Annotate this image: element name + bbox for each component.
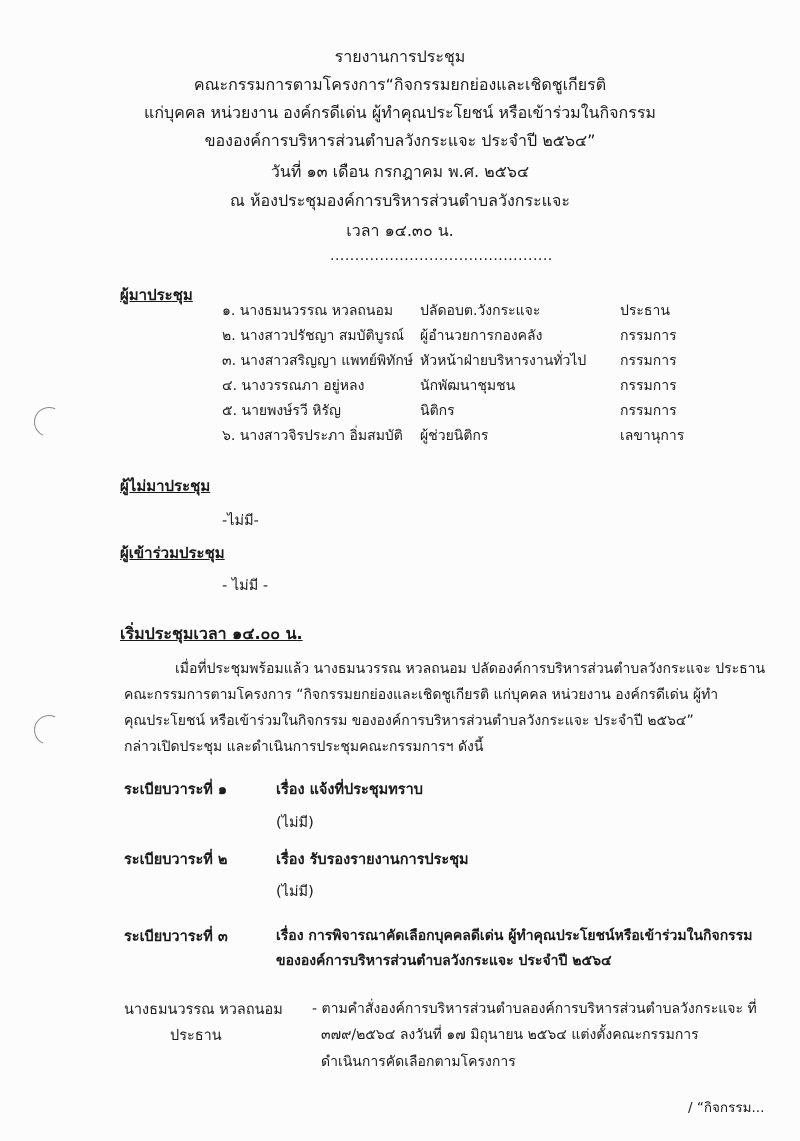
project-title-line: ขององค์การบริหารส่วนตำบลวังกระแจะ ประจำปี ๒๕๖๔” bbox=[204, 131, 596, 150]
punch-hole bbox=[30, 711, 68, 749]
punch-hole bbox=[30, 403, 68, 441]
attendees-heading: ผู้มาประชุม bbox=[120, 286, 193, 304]
guests-value: - ไม่มี - bbox=[222, 578, 269, 594]
attendee-position: นักพัฒนาชุมชน bbox=[420, 378, 516, 394]
attendee-position: ผู้ช่วยนิติกร bbox=[420, 428, 489, 444]
agenda-note: (ไม่มี) bbox=[276, 884, 314, 900]
attendee-name: ๖. นางสาวจิรประภา อิ่มสมบัติ bbox=[222, 428, 403, 444]
attendee-role: กรรมการ bbox=[620, 403, 677, 419]
attendee-name: ๔. นางวรรณภา อยู่หลง bbox=[222, 378, 365, 394]
project-title-line: แก่บุคคล หน่วยงาน องค์กรดีเด่น ผู้ทำคุณประโยชน์ หรือเข้าร่วมในกิจกรรม bbox=[144, 103, 656, 122]
page-continuation: / “กิจกรรม... bbox=[688, 1100, 765, 1116]
agenda-topic-continued: ขององค์การบริหารส่วนตำบลวังกระแจะ ประจำปี ๒๕๖๔ bbox=[276, 953, 612, 969]
attendee-name: ๒. นางสาวปรัชญา สมบัติบูรณ์ bbox=[222, 328, 404, 344]
report-title: รายงานการประชุม bbox=[334, 47, 466, 66]
meeting-time: เวลา ๑๔.๓๐ น. bbox=[346, 221, 454, 240]
meeting-date: วันที่ ๑๓ เดือน กรกฎาคม พ.ศ. ๒๕๖๔ bbox=[270, 162, 530, 181]
attendee-name: ๕. นายพงษ์รวี หิรัญ bbox=[222, 403, 341, 419]
attendee-role: เลขานุการ bbox=[620, 428, 685, 444]
agenda-label: ระเบียบวาระที่ ๑ bbox=[124, 782, 228, 798]
attendee-position: หัวหน้าฝ่ายบริหารงานทั่วไป bbox=[420, 353, 587, 369]
agenda-topic: เรื่อง รับรองรายงานการประชุม bbox=[276, 852, 469, 868]
agenda-topic: เรื่อง การพิจารณาคัดเลือกบุคคลดีเด่น ผู้ทำคุณประโยชน์หรือเข้าร่วมในกิจกรรม bbox=[276, 928, 753, 944]
agenda-note: (ไม่มี) bbox=[276, 815, 314, 831]
attendee-name: ๑. นางธมนวรรณ หวลถนอม bbox=[222, 303, 394, 319]
opening-heading: เริ่มประชุมเวลา ๑๔.๐๐ น. bbox=[120, 624, 303, 643]
attendee-position: ปลัดอบต.วังกระแจะ bbox=[420, 303, 541, 319]
attendee-role: กรรมการ bbox=[620, 353, 677, 369]
absent-value: -ไม่มี- bbox=[222, 513, 259, 529]
opening-paragraph-line: คุณประโยชน์ หรือเข้าร่วมในกิจกรรม ขององค์การบริหารส่วนตำบลวังกระแจะ ประจำปี ๒๕๖๔” bbox=[124, 713, 694, 729]
meeting-venue: ณ ห้องประชุมองค์การบริหารส่วนตำบลวังกระแจะ bbox=[230, 191, 570, 210]
agenda-label: ระเบียบวาระที่ ๒ bbox=[124, 852, 228, 868]
agenda-label: ระเบียบวาระที่ ๓ bbox=[124, 929, 228, 945]
speaker-statement-line: - ตามคำสั่งองค์การบริหารส่วนตำบลองค์การบริหารส่วนตำบลวังกระแจะ ที่ bbox=[312, 1001, 757, 1017]
agenda-topic: เรื่อง แจ้งที่ประชุมทราบ bbox=[276, 782, 423, 798]
opening-paragraph-line: คณะกรรมการตามโครงการ “กิจกรรมยกย่องและเชิดชูเกียรติ แก่บุคคล หน่วยงาน องค์กรดีเด่น ผู้ทำ bbox=[124, 687, 719, 703]
attendee-position: นิติกร bbox=[420, 403, 455, 419]
absent-heading: ผู้ไม่มาประชุม bbox=[120, 477, 211, 495]
speaker-role: ประธาน bbox=[170, 1028, 222, 1044]
opening-paragraph-line: กล่าวเปิดประชุม และดำเนินการประชุมคณะกรรมการฯ ดังนี้ bbox=[124, 739, 484, 755]
committee-title: คณะกรรมการตามโครงการ“กิจกรรมยกย่องและเชิดชูเกียรติ bbox=[193, 75, 607, 94]
guests-heading: ผู้เข้าร่วมประชุม bbox=[120, 544, 225, 562]
opening-paragraph-line: เมื่อที่ประชุมพร้อมแล้ว นางธมนวรรณ หวลถนอม ปลัดองค์การบริหารส่วนตำบลวังกระแจะ ประธาน bbox=[175, 661, 766, 677]
speaker-statement-line: ๓๗๙/๒๕๖๔ ลงวันที่ ๑๗ มิถุนายน ๒๕๖๔ แต่งตั้งคณะกรรมการ bbox=[321, 1027, 699, 1043]
speaker-statement-line: ดำเนินการคัดเลือกตามโครงการ bbox=[321, 1054, 516, 1070]
attendee-role: กรรมการ bbox=[620, 328, 677, 344]
attendee-position: ผู้อำนวยการกองคลัง bbox=[420, 328, 543, 344]
attendee-role: กรรมการ bbox=[620, 378, 677, 394]
attendee-name: ๓. นางสาวสริญญา แพทย์พิทักษ์ bbox=[222, 353, 414, 369]
header-divider: ............................................. bbox=[330, 248, 553, 264]
speaker-name: นางธมนวรรณ หวลถนอม bbox=[124, 1002, 283, 1018]
attendee-role: ประธาน bbox=[620, 303, 670, 319]
